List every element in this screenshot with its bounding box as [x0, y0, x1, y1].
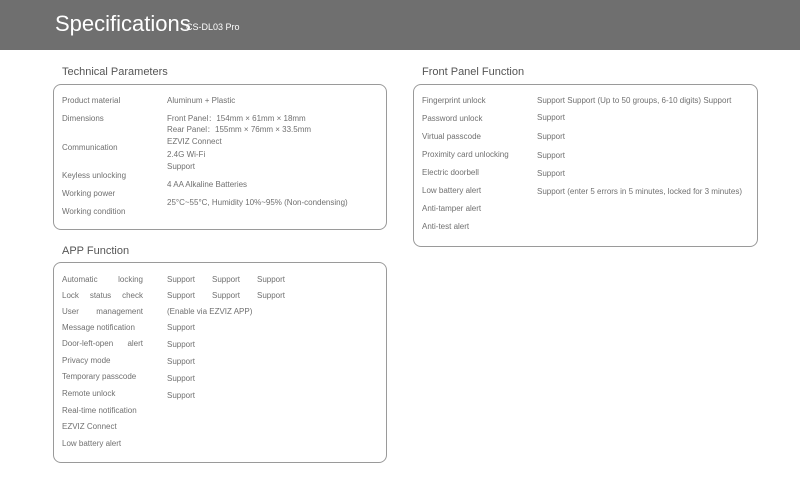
- spec-value: Rear Panel：155mm × 76mm × 33.5mm: [167, 125, 312, 134]
- spec-value: EZVIZ Connect: [167, 137, 222, 146]
- page-header: [0, 0, 800, 50]
- front-label: Fingerprint unlock: [422, 96, 486, 105]
- app-label: Automatic locking: [62, 275, 143, 284]
- app-value: Support: [167, 323, 196, 332]
- app-value: Support: [257, 275, 286, 284]
- front-value: Support: [537, 169, 566, 178]
- front-panel-title: Front Panel Function: [422, 66, 525, 78]
- app-label: Low battery alert: [62, 439, 122, 448]
- front-panel-box: [413, 84, 758, 247]
- front-label: Anti-tamper alert: [422, 204, 482, 213]
- page-title: Specifications: [55, 11, 191, 36]
- spec-value: Front Panel：154mm × 61mm × 18mm: [167, 114, 306, 123]
- front-label: Virtual passcode: [422, 132, 481, 141]
- spec-label: Keyless unlocking: [62, 171, 127, 180]
- front-label: Password unlock: [422, 114, 483, 123]
- app-function-box: [53, 262, 387, 463]
- front-value: Support Support (Up to 50 groups, 6-10 digits) Support: [537, 96, 732, 105]
- model-number: CS-DL03 Pro: [186, 22, 240, 32]
- spec-value: Support: [167, 162, 196, 171]
- app-label: User management: [62, 307, 143, 316]
- app-value: Support: [167, 391, 196, 400]
- app-value: Support: [167, 340, 196, 349]
- spec-label: Communication: [62, 143, 118, 152]
- app-label: Real-time notification: [62, 406, 137, 415]
- front-label: Electric doorbell: [422, 168, 479, 177]
- front-value: Support: [537, 113, 566, 122]
- app-label: Remote unlock: [62, 389, 116, 398]
- spec-value: 2.4G Wi-Fi: [167, 150, 206, 159]
- front-label: Low battery alert: [422, 186, 482, 195]
- spec-value: 4 AA Alkaline Batteries: [167, 180, 248, 189]
- app-value: Support: [212, 291, 241, 300]
- spec-label: Working power: [62, 189, 116, 198]
- spec-value: 25°C~55°C, Humidity 10%~95% (Non-condensing): [167, 198, 348, 207]
- front-label: Proximity card unlocking: [422, 150, 509, 159]
- app-value: Support: [167, 357, 196, 366]
- app-value: Support: [212, 275, 241, 284]
- front-label: Anti-test alert: [422, 222, 470, 231]
- app-value: Support: [167, 374, 196, 383]
- front-value: Support (enter 5 errors in 5 minutes, locked for 3 minutes): [537, 187, 742, 196]
- app-value: (Enable via EZVIZ APP): [167, 307, 253, 316]
- technical-parameters-box: [53, 84, 387, 230]
- app-function-title: APP Function: [62, 245, 130, 257]
- app-value: Support: [167, 275, 196, 284]
- app-value: Support: [167, 291, 196, 300]
- app-value: Support: [257, 291, 286, 300]
- front-value: Support: [537, 132, 566, 141]
- spec-label: Dimensions: [62, 114, 104, 123]
- spec-value: Aluminum + Plastic: [167, 96, 236, 105]
- app-label: Door-left-open alert: [62, 339, 143, 348]
- front-value: Support: [537, 151, 566, 160]
- spec-label: Product material: [62, 96, 121, 105]
- app-label: Privacy mode: [62, 356, 111, 365]
- app-label: EZVIZ Connect: [62, 422, 117, 431]
- app-label: Lock status check: [62, 291, 143, 300]
- app-label: Temporary passcode: [62, 372, 137, 381]
- technical-parameters-title: Technical Parameters: [62, 66, 168, 78]
- app-label: Message notification: [62, 323, 135, 332]
- spec-label: Working condition: [62, 207, 126, 216]
